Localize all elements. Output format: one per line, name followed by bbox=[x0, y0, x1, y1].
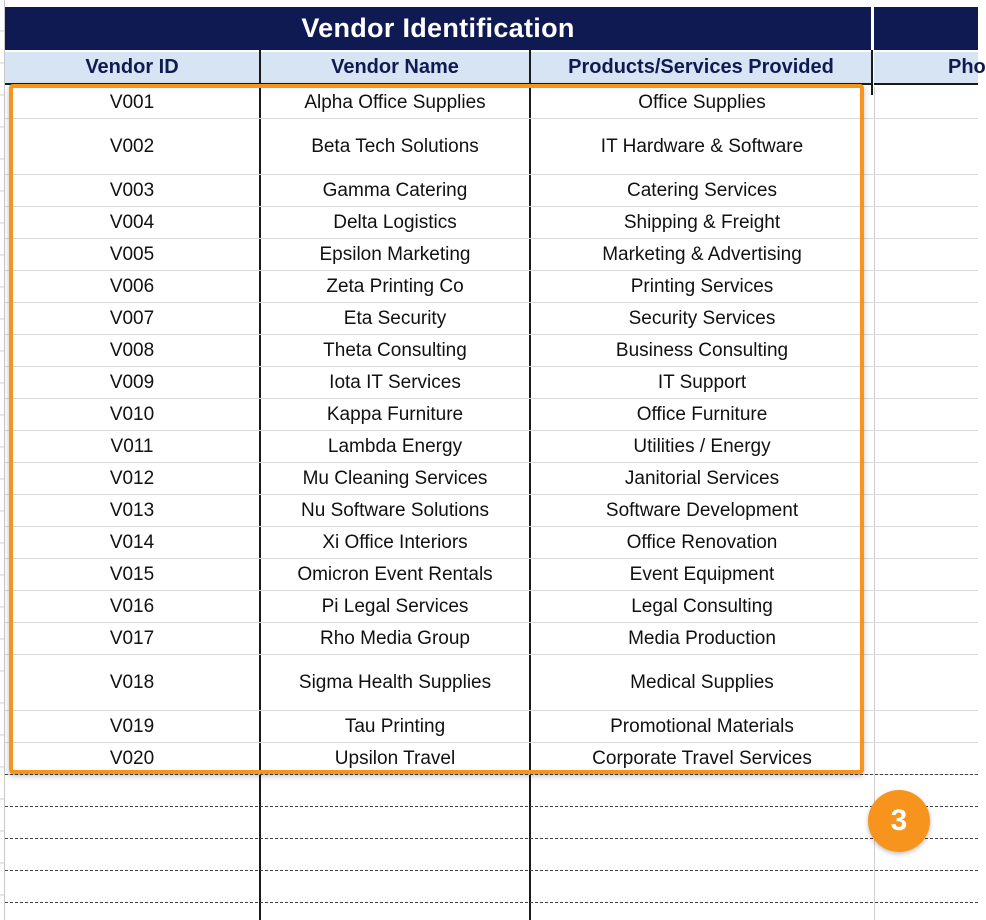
vendor-name-cell[interactable]: Alpha Office Supplies bbox=[304, 91, 486, 113]
column-header-vendor-id[interactable]: Vendor ID bbox=[5, 52, 259, 85]
vendor-id-cell[interactable]: V013 bbox=[109, 499, 155, 521]
vendor-name-cell[interactable]: Pi Legal Services bbox=[321, 595, 469, 617]
vendor-id-cell[interactable]: V011 bbox=[110, 435, 154, 457]
phone-cell[interactable] bbox=[873, 431, 978, 462]
phone-cell[interactable] bbox=[873, 743, 978, 774]
phone-cell[interactable] bbox=[873, 271, 978, 302]
vendor-name-cell[interactable]: Lambda Energy bbox=[327, 435, 463, 457]
vendor-id-cell[interactable]: V019 bbox=[109, 715, 155, 737]
service-cell[interactable]: Event Equipment bbox=[629, 563, 775, 585]
service-cell[interactable]: IT Hardware & Software bbox=[600, 135, 804, 157]
vendor-name-cell[interactable]: Xi Office Interiors bbox=[322, 531, 468, 553]
phone-cell[interactable] bbox=[873, 463, 978, 494]
vendor-id-cell[interactable]: V018 bbox=[109, 671, 155, 693]
callout-badge: 3 bbox=[868, 790, 930, 852]
service-cell[interactable]: Office Supplies bbox=[638, 91, 766, 113]
vendor-id-cell[interactable]: V015 bbox=[109, 563, 155, 585]
service-cell[interactable]: Business Consulting bbox=[615, 339, 789, 361]
phone-cell[interactable] bbox=[873, 399, 978, 430]
vendor-name-cell[interactable]: Eta Security bbox=[343, 307, 447, 329]
vendor-name-cell[interactable]: Beta Tech Solutions bbox=[311, 135, 479, 157]
service-cell[interactable]: Office Furniture bbox=[636, 403, 768, 425]
vendor-id-cell[interactable]: V001 bbox=[109, 91, 155, 113]
service-cell[interactable]: Corporate Travel Services bbox=[592, 747, 812, 769]
service-cell[interactable]: Marketing & Advertising bbox=[602, 243, 802, 265]
phone-cell[interactable] bbox=[873, 175, 978, 206]
phone-cell[interactable] bbox=[873, 335, 978, 366]
vendor-name-cell[interactable]: Iota IT Services bbox=[329, 371, 461, 393]
service-cell[interactable]: Catering Services bbox=[627, 179, 777, 201]
vendor-name-cell[interactable]: Sigma Health Supplies bbox=[298, 671, 492, 693]
vendor-id-cell[interactable]: V003 bbox=[109, 179, 155, 201]
section-title-next[interactable] bbox=[874, 7, 978, 50]
vendor-id-cell[interactable]: V016 bbox=[109, 595, 155, 617]
empty-row-line bbox=[5, 806, 978, 808]
phone-cell[interactable] bbox=[873, 207, 978, 238]
service-cell[interactable]: Software Development bbox=[605, 499, 799, 521]
vendor-name-cell[interactable]: Zeta Printing Co bbox=[326, 275, 464, 297]
vendor-name-cell[interactable]: Tau Printing bbox=[344, 715, 446, 737]
phone-cell[interactable] bbox=[873, 527, 978, 558]
phone-cell[interactable] bbox=[873, 367, 978, 398]
vendor-name-cell[interactable]: Upsilon Travel bbox=[334, 747, 456, 769]
service-cell[interactable]: Printing Services bbox=[630, 275, 774, 297]
vendor-name-cell[interactable]: Gamma Catering bbox=[322, 179, 468, 201]
vendor-id-cell[interactable]: V005 bbox=[109, 243, 155, 265]
service-cell[interactable]: Legal Consulting bbox=[631, 595, 773, 617]
vendor-name-cell[interactable]: Epsilon Marketing bbox=[319, 243, 471, 265]
service-cell[interactable]: Media Production bbox=[628, 627, 776, 649]
service-cell[interactable]: Medical Supplies bbox=[630, 671, 774, 693]
service-cell[interactable]: IT Support bbox=[657, 371, 747, 393]
vendor-id-cell[interactable]: V007 bbox=[109, 307, 155, 329]
empty-row-line bbox=[5, 870, 978, 872]
service-cell[interactable]: Utilities / Energy bbox=[633, 435, 771, 457]
vendor-name-cell[interactable]: Rho Media Group bbox=[320, 627, 470, 649]
phone-cell[interactable] bbox=[873, 559, 978, 590]
phone-cell[interactable] bbox=[873, 711, 978, 742]
column-header-phone[interactable]: Pho bbox=[874, 52, 978, 85]
vendor-name-cell[interactable]: Theta Consulting bbox=[323, 339, 467, 361]
vendor-id-cell[interactable]: V017 bbox=[109, 627, 155, 649]
vendor-id-cell[interactable]: V006 bbox=[109, 275, 155, 297]
phone-cell[interactable] bbox=[873, 623, 978, 654]
phone-cell[interactable] bbox=[873, 87, 978, 118]
service-cell[interactable]: Office Renovation bbox=[626, 531, 778, 553]
phone-cell[interactable] bbox=[873, 495, 978, 526]
highlight-box bbox=[9, 84, 864, 774]
vendor-id-cell[interactable]: V014 bbox=[109, 531, 155, 553]
vendor-id-cell[interactable]: V020 bbox=[109, 747, 155, 769]
vendor-name-cell[interactable]: Mu Cleaning Services bbox=[302, 467, 488, 489]
vendor-id-cell[interactable]: V010 bbox=[109, 403, 155, 425]
section-title[interactable]: Vendor Identification bbox=[5, 7, 871, 50]
vendor-id-cell[interactable]: V004 bbox=[109, 211, 155, 233]
vendor-name-cell[interactable]: Nu Software Solutions bbox=[301, 499, 489, 521]
empty-row-line bbox=[5, 838, 978, 840]
vendor-id-cell[interactable]: V008 bbox=[109, 339, 155, 361]
vendor-name-cell[interactable]: Kappa Furniture bbox=[326, 403, 464, 425]
phone-cell[interactable] bbox=[873, 655, 978, 710]
vendor-name-cell[interactable]: Omicron Event Rentals bbox=[297, 563, 493, 585]
empty-row-line bbox=[5, 902, 978, 904]
empty-row-line bbox=[5, 774, 978, 776]
vendor-name-cell[interactable]: Delta Logistics bbox=[333, 211, 457, 233]
service-cell[interactable]: Promotional Materials bbox=[610, 715, 794, 737]
service-cell[interactable]: Shipping & Freight bbox=[623, 211, 781, 233]
vendor-id-cell[interactable]: V002 bbox=[109, 135, 155, 157]
column-header-vendor-name[interactable]: Vendor Name bbox=[261, 52, 529, 85]
phone-cell[interactable] bbox=[873, 239, 978, 270]
vendor-id-cell[interactable]: V012 bbox=[109, 467, 155, 489]
column-header-products-services[interactable]: Products/Services Provided bbox=[531, 52, 871, 85]
phone-cell[interactable] bbox=[873, 119, 978, 174]
vendor-id-cell[interactable]: V009 bbox=[109, 371, 155, 393]
service-cell[interactable]: Security Services bbox=[628, 307, 776, 329]
service-cell[interactable]: Janitorial Services bbox=[624, 467, 780, 489]
phone-cell[interactable] bbox=[873, 303, 978, 334]
phone-cell[interactable] bbox=[873, 591, 978, 622]
